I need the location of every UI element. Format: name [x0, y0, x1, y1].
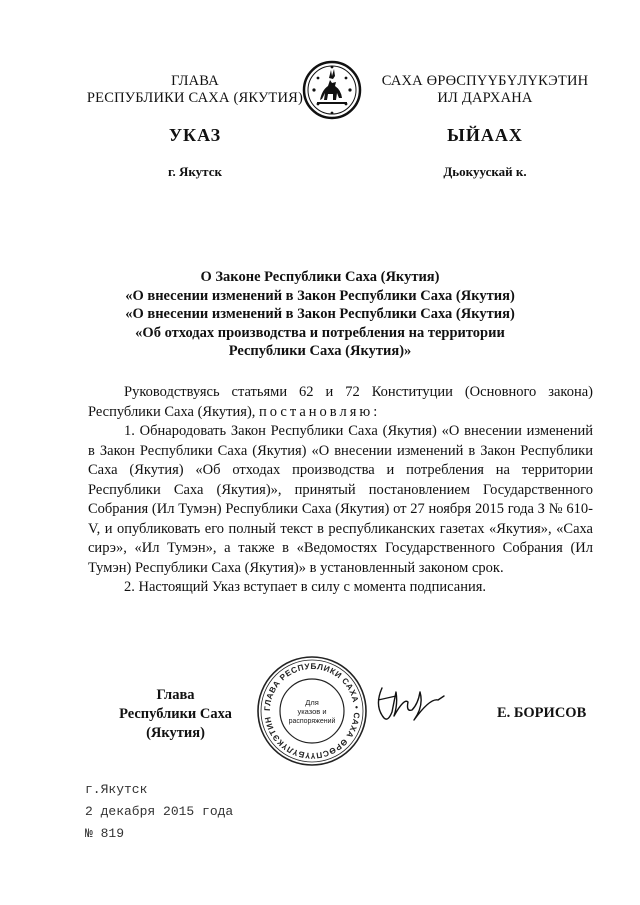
title-line5: Республики Саха (Якутия)»	[228, 343, 412, 359]
footer-number: № 819	[85, 826, 125, 841]
signature-title-line1: Глава	[156, 687, 195, 703]
footer-date: 2 декабря 2015 года	[85, 804, 234, 819]
stamp-ring-text: ГЛАВА РЕСПУБЛИКИ САХА • САХА ӨРӨСПҮҮБҮЛҮКЭТИН	[262, 661, 362, 761]
doc-type-ru: УКАЗ	[168, 125, 222, 145]
header-left-line1: ГЛАВА	[171, 73, 219, 89]
header-left-line2: РЕСПУБЛИКИ САХА (ЯКУТИЯ)	[86, 90, 304, 106]
header-left	[80, 73, 310, 107]
handwritten-signature	[372, 680, 452, 730]
signature-title-line2: Республики Саха (Якутия)	[119, 706, 232, 741]
preamble-paragraph	[88, 383, 593, 422]
doc-type-sakha: ЫЙААХ	[447, 125, 523, 145]
footer-block	[85, 779, 233, 845]
preamble-text: Руководствуясь статьями 62 и 72 Конституции (Основного закона) Республики Саха (Якутия),	[88, 384, 593, 420]
title-line3: «О внесении изменений в Закон Республики Саха (Якутия)	[125, 306, 515, 322]
document-title	[60, 268, 580, 361]
preamble-verb: постановляю:	[259, 403, 381, 420]
coat-of-arms-emblem	[300, 58, 364, 122]
signatory-name: Е. БОРИСОВ	[497, 705, 587, 721]
signature-title	[88, 686, 263, 743]
city-sakha: Дьокуускай к.	[443, 164, 527, 179]
header-right	[370, 73, 600, 107]
item-1: 1. Обнародовать Закон Республики Саха (Якутия) «О внесении изменений в Закон Республики Саха (Якутия) «О внесении изменений в Закон Республики Саха (Якутия) «Об отходах производства и потребления на территории Республики Саха (Якутия)», принятый постановлением Государственного Собрания (Ил Тумэн) Республики Саха (Якутия) от 27 ноября 2015 года З № 610-V, и опубликовать его полный текст в республиканских газетах «Якутия», «Саха сирэ», «Ил Тумэн», а также в «Ведомостях Государственного Собрания (Ил Тумэн) Республики Саха (Якутия)» в установленный законом срок.	[88, 423, 593, 576]
item-2: 2. Настоящий Указ вступает в силу с момента подписания.	[124, 579, 487, 595]
stamp-center-line2: указов и	[297, 707, 327, 716]
city-ru: г. Якутск	[168, 164, 222, 179]
header-right-line1: САХА ӨРӨСПҮҮБҮЛҮКЭТИН	[381, 73, 589, 89]
stamp-center-line3: распоряжений	[288, 718, 336, 725]
stamp-center-line1: Для	[305, 698, 319, 707]
header-right-line2: ИЛ ДАРХАНА	[437, 90, 533, 106]
title-line1: О Законе Республики Саха (Якутия)	[200, 269, 440, 285]
title-line4: «Об отходах производства и потребления на территории	[135, 324, 505, 341]
footer-place: г.Якутск	[85, 782, 148, 797]
title-line2: «О внесении изменений в Закон Республики Саха (Якутия)	[125, 287, 515, 304]
document-body	[88, 383, 593, 598]
official-stamp	[256, 655, 368, 767]
